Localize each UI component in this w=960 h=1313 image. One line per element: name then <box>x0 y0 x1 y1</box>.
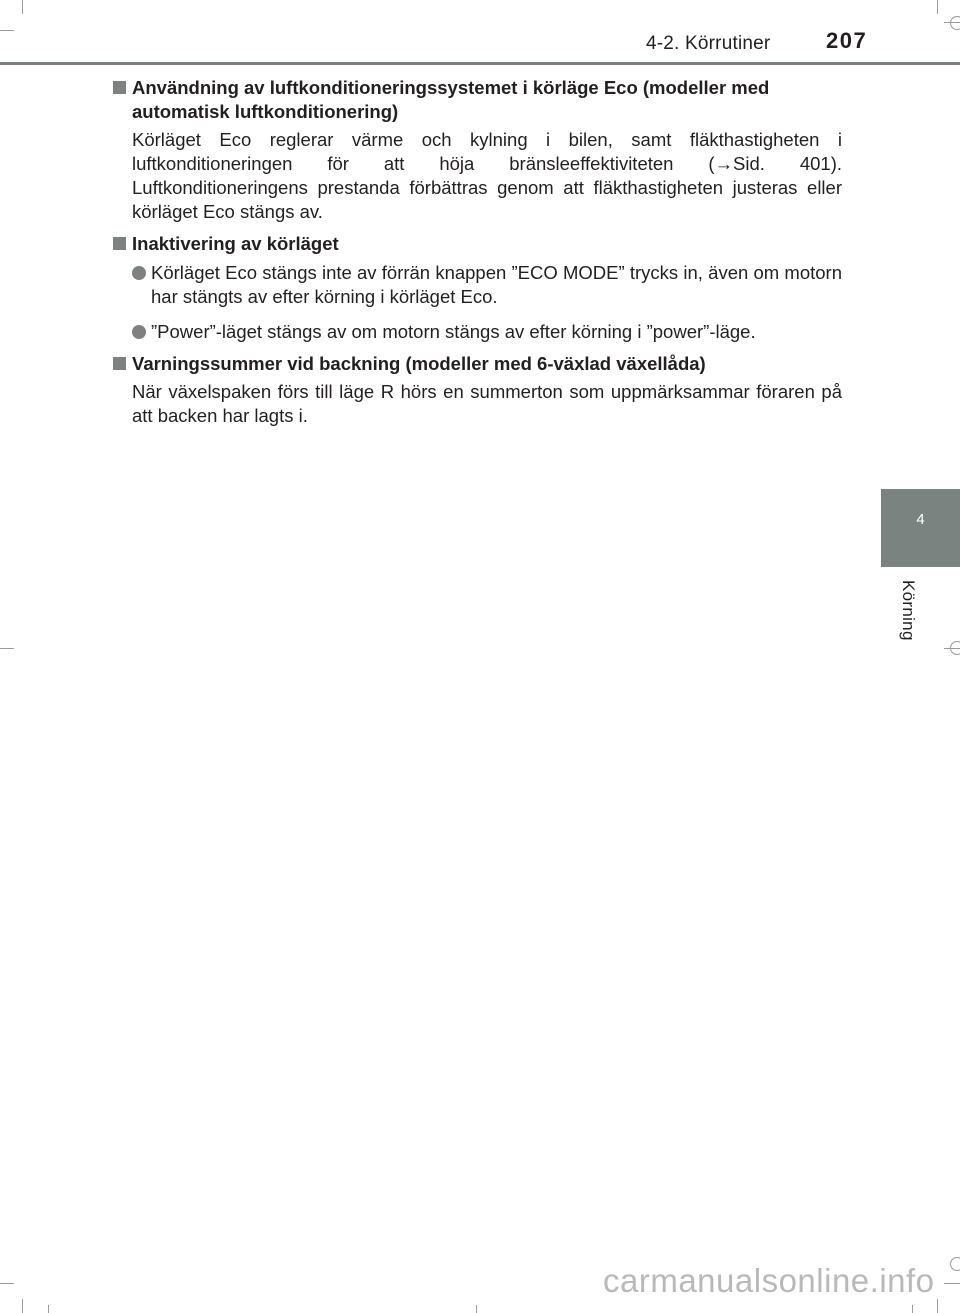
section-body-reverse-buzzer: När växelspaken förs till läge R hörs en summerton som uppmärksammar föraren på att backen har lagts i. <box>132 381 842 426</box>
registration-mark <box>950 1257 960 1271</box>
crop-mark <box>912 1305 913 1313</box>
list-item-text: ”Power”-läget stängs av om motorn stängs av efter körning i ”power”-läge. <box>151 321 756 342</box>
list-item <box>112 261 842 309</box>
page-content <box>112 76 842 428</box>
square-bullet-icon <box>113 357 126 370</box>
section-heading-text: Inaktivering av körläget <box>132 233 339 254</box>
watermark: carmanualsonline.info <box>603 1262 935 1299</box>
crop-mark <box>22 1299 23 1313</box>
crop-mark <box>944 1283 960 1284</box>
section-heading-deactivation <box>112 232 842 256</box>
round-bullet-icon <box>132 325 146 339</box>
section-heading-eco-ac <box>112 76 842 124</box>
section-body-eco-ac: Körläget Eco reglerar värme och kylning i bilen, samt fläkthastigheten i luftkonditioneringen för att höja bränsleeffektiviteten (→Sid. 401). Luftkonditioneringens prestanda förbättras genom att fläkthastigheten justeras eller körläget Eco stängs av. <box>132 129 842 222</box>
crop-mark <box>0 30 14 31</box>
section-heading-reverse-buzzer <box>112 352 842 376</box>
crop-mark <box>48 1305 49 1313</box>
chapter-tab <box>881 489 960 567</box>
round-bullet-icon <box>132 266 146 280</box>
header-divider <box>0 62 960 65</box>
crop-mark <box>0 1283 14 1284</box>
crop-mark <box>937 0 938 14</box>
chapter-number: 4 <box>916 511 925 528</box>
chapter-label: Körning <box>899 580 918 641</box>
crop-mark <box>0 648 14 649</box>
square-bullet-icon <box>113 81 126 94</box>
list-item <box>112 320 842 344</box>
page-number: 207 <box>826 28 868 53</box>
list-item-text: Körläget Eco stängs inte av förrän knappen ”ECO MODE” trycks in, även om motorn har stängts av efter körning i körläget Eco. <box>151 262 842 307</box>
registration-mark <box>950 16 960 30</box>
crop-mark <box>22 0 23 14</box>
square-bullet-icon <box>113 237 126 250</box>
registration-mark <box>950 641 960 655</box>
crop-mark <box>937 1299 938 1313</box>
running-header-section: 4-2. Körrutiner <box>646 33 771 54</box>
crop-mark <box>476 1305 477 1313</box>
section-heading-text: Användning av luftkonditioneringssystemet i körläge Eco (modeller med automatisk luftkonditionering) <box>132 77 770 122</box>
section-heading-text: Varningssummer vid backning (modeller med 6-växlad växellåda) <box>132 353 706 374</box>
